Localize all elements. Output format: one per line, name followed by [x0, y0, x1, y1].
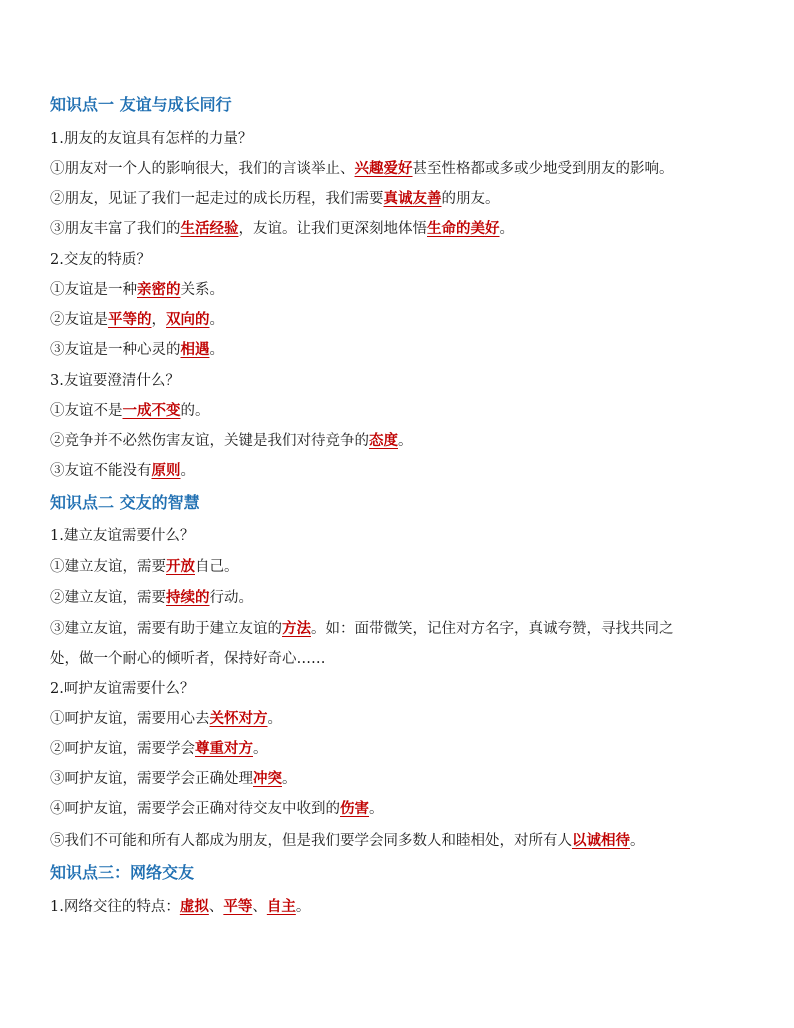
- text: ②朋友，见证了我们一起走过的成长历程，我们需要: [50, 191, 384, 207]
- keyword: 尊重对方: [195, 740, 253, 757]
- keyword: 冲突: [253, 770, 282, 787]
- answer-3-1: [50, 898, 310, 916]
- question-1-3: 3.友谊要澄清什么？: [50, 373, 180, 389]
- text: 。: [180, 463, 195, 479]
- text: ①友谊是一种: [50, 282, 137, 298]
- section-heading-1: 知识点一 友谊与成长同行: [50, 95, 232, 114]
- answer-1-1-1: [50, 160, 674, 178]
- question-1-2: 2.交友的特质？: [50, 252, 151, 268]
- text: ①建立友谊，需要: [50, 559, 166, 575]
- text: 。: [630, 833, 645, 849]
- answer-1-3-1: [50, 402, 210, 420]
- text: ③建立友谊，需要有助于建立友谊的: [50, 621, 282, 637]
- keyword: 双向的: [166, 311, 210, 328]
- answer-2-2-3: [50, 770, 297, 788]
- text: 。: [398, 433, 413, 449]
- question-2-1: 1.建立友谊需要什么？: [50, 528, 195, 544]
- text: ⑤我们不可能和所有人都成为朋友，但是我们要学会同多数人和睦相处，对所有人: [50, 833, 572, 849]
- text: 。: [253, 741, 268, 757]
- text: ②竞争并不必然伤害友谊，关键是我们对待竞争的: [50, 433, 369, 449]
- keyword: 以诚相待: [572, 832, 630, 849]
- text: ①朋友对一个人的影响很大，我们的言谈举止、: [50, 161, 355, 177]
- question-1-1: 1.朋友的友谊具有怎样的力量？: [50, 131, 253, 147]
- keyword: 平等: [223, 898, 253, 915]
- keyword: 方法: [282, 620, 311, 637]
- text: ，友谊。让我们更深刻地体悟: [238, 221, 427, 237]
- keyword: 伤害: [340, 800, 369, 817]
- text: 、: [208, 899, 224, 915]
- text: ③友谊不能没有: [50, 463, 152, 479]
- text: 关系。: [180, 282, 224, 298]
- keyword: 平等的: [108, 311, 152, 328]
- text: ③友谊是一种心灵的: [50, 342, 181, 358]
- text: 。: [295, 899, 311, 915]
- keyword: 开放: [166, 558, 195, 575]
- text: ③朋友丰富了我们的: [50, 221, 181, 237]
- answer-1-3-2: [50, 432, 413, 450]
- text: 行动。: [209, 590, 253, 606]
- text: 、: [252, 899, 267, 915]
- section-heading-2: 知识点二 交友的智慧: [50, 493, 200, 512]
- keyword: 一成不变: [122, 402, 181, 419]
- answer-2-1-1: [50, 558, 239, 576]
- answer-2-1-2: [50, 589, 253, 607]
- keyword: 持续的: [166, 589, 210, 606]
- text: 甚至性格都或多或少地受到朋友的影响。: [412, 161, 674, 177]
- section-heading-3: 知识点三：网络交友: [50, 863, 195, 882]
- answer-1-2-2: [50, 311, 224, 329]
- text: ①呵护友谊，需要用心去: [50, 711, 210, 727]
- answer-1-1-2: [50, 190, 500, 208]
- text: 的。: [180, 403, 210, 419]
- text: ①友谊不是: [50, 403, 123, 419]
- keyword: 关怀对方: [209, 710, 268, 727]
- text: 。: [282, 771, 297, 787]
- keyword: 原则: [151, 462, 181, 479]
- keyword: 生活经验: [180, 220, 239, 237]
- text: 的朋友。: [441, 191, 500, 207]
- text: 。: [499, 221, 514, 237]
- text: ②友谊是: [50, 312, 108, 328]
- answer-2-2-2: [50, 740, 268, 758]
- keyword: 生命的美好: [427, 220, 500, 237]
- text: 。: [209, 342, 224, 358]
- text: 。: [209, 312, 224, 328]
- text: ，: [151, 312, 166, 328]
- text: ②呵护友谊，需要学会: [50, 741, 195, 757]
- answer-2-1-3: [50, 620, 674, 638]
- answer-2-1-3-cont: 处，做一个耐心的倾听者，保持好奇心……: [50, 651, 326, 667]
- answer-1-3-3: [50, 462, 195, 480]
- question-2-2: 2.呵护友谊需要什么？: [50, 681, 195, 697]
- keyword: 自主: [266, 898, 296, 915]
- keyword: 真诚友善: [383, 190, 442, 207]
- answer-1-2-3: [50, 341, 224, 359]
- keyword: 相遇: [180, 341, 210, 358]
- keyword: 兴趣爱好: [354, 160, 413, 177]
- text: 1.网络交往的特点：: [50, 899, 180, 915]
- answer-1-2-1: [50, 281, 224, 299]
- answer-2-2-4: [50, 800, 384, 818]
- keyword: 亲密的: [137, 281, 181, 298]
- keyword: 态度: [369, 432, 398, 449]
- text: ②建立友谊，需要: [50, 590, 166, 606]
- text: ④呵护友谊，需要学会正确对待交友中收到的: [50, 801, 340, 817]
- answer-2-2-5: [50, 832, 645, 850]
- answer-2-2-1: [50, 710, 282, 728]
- answer-1-1-3: [50, 220, 514, 238]
- text: 。: [369, 801, 384, 817]
- text: 自己。: [195, 559, 239, 575]
- text: 。如：面带微笑，记住对方名字，真诚夸赞，寻找共同之: [311, 621, 674, 637]
- text: ③呵护友谊，需要学会正确处理: [50, 771, 253, 787]
- keyword: 虚拟: [179, 898, 209, 915]
- text: 。: [267, 711, 282, 727]
